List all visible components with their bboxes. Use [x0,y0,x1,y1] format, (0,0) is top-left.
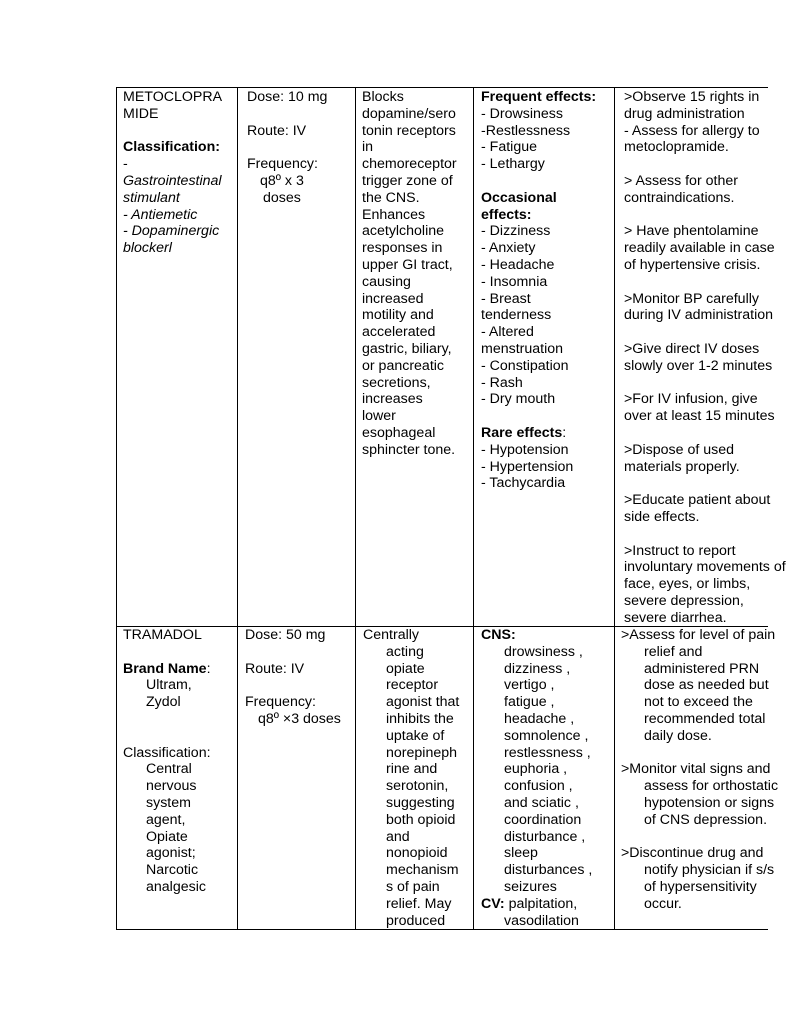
classification-item: system [146,794,191,811]
nursing-line: >Monitor BP carefully [624,290,759,307]
nursing-line: severe depression, [624,592,744,609]
nursing-line: materials properly. [624,458,740,475]
side-effect: vasodilation [504,912,579,929]
mechanism-line: produced [386,912,446,929]
classification-item: Central [146,761,192,778]
frequency: q8º x 3 [260,172,304,189]
side-effect: - Breast [481,290,531,307]
classification-item: Narcotic [146,862,199,879]
mechanism-line: nonopioid [386,845,448,862]
nursing-line: of hypertensive crisis. [624,256,761,273]
nursing-cell [621,627,778,913]
classification-item: - Antiemetic [123,206,198,223]
mechanism-line: receptor [386,677,439,694]
nursing-line: drug administration [624,105,745,122]
side-effect: - Headache [481,256,555,273]
nursing-line: face, eyes, or limbs, [624,576,751,593]
mechanism-line: mechanism [386,862,459,879]
mechanism-line: uptake of [386,727,445,744]
side-effect: - Hypertension [481,458,574,475]
frequency-label: Frequency: [245,694,316,711]
nursing-line: dose as needed but [644,677,769,694]
classification-item: blockerl [123,240,172,257]
nursing-line: readily available in case [624,240,775,257]
nursing-line: of CNS depression. [644,811,768,828]
nursing-line: >Monitor vital signs and [621,761,771,778]
nursing-line [624,207,786,224]
dose: Dose: 50 mg [245,627,326,643]
nursing-line: assess for orthostatic [644,778,779,795]
side-effect: - Insomnia [481,273,548,290]
classification-item: Opiate [146,828,188,845]
nursing-line: >Observe 15 rights in [624,89,760,105]
mechanism-line: increases [362,391,423,408]
side-effect: dizziness , [504,660,571,677]
mechanism-line: gastric, biliary, [362,340,452,357]
mechanism-line: rine and [386,761,438,778]
side-effect: - Lethargy [481,156,545,173]
brand-name: Zydol [146,694,181,711]
frequency: doses [263,189,301,206]
mechanism-line: serotonin, [386,778,449,795]
classification-label: Classification: [123,744,211,761]
side-effect: - Rash [481,374,523,391]
side-effect: - Dizziness [481,223,551,240]
nursing-line [624,425,786,442]
side-effects-cell [481,627,592,929]
mechanism-line: causing [362,273,411,290]
mechanism-cell [363,627,459,929]
classification-item: - [123,156,128,173]
classification-item: nervous [146,778,197,795]
nursing-line: severe diarrhea. [624,609,727,626]
nursing-line: administered PRN [644,660,760,677]
side-effect: confusion , [504,778,573,795]
nursing-line: metoclopramide. [624,139,729,156]
classification-item: agent, [146,811,186,828]
side-effect: vertigo , [504,677,555,694]
mechanism-line: lower [362,408,396,425]
mechanism-line: both opioid [386,811,456,828]
occasional-effects-label: effects: [481,206,532,223]
nursing-line: not to exceed the [644,694,753,711]
nursing-line: >For IV infusion, give [624,391,758,408]
brand-name-colon: : [206,660,211,677]
nursing-line: > Have phentolamine [624,223,759,240]
route: Route: IV [247,122,307,139]
column-border [116,87,117,930]
side-effect: restlessness , [504,744,591,761]
mechanism-line: dopamine/sero [362,105,456,122]
mechanism-cell [362,89,457,459]
nursing-line: >Give direct IV doses [624,340,760,357]
classification-item: - Dopaminergic [123,223,220,240]
mechanism-line: sphincter tone. [362,441,456,458]
classification-item: analgesic [146,878,206,895]
nursing-line: >Discontinue drug and [621,845,764,862]
nursing-line: recommended total [644,710,766,727]
side-effect: seizures [504,878,557,895]
nursing-line: during IV administration [624,307,774,324]
frequency-label: Frequency: [247,156,318,173]
drug-name: MIDE [123,105,159,122]
mechanism-line: accelerated [362,324,436,341]
mechanism-line: norepineph [386,744,457,761]
mechanism-line: or pancreatic [362,357,445,374]
mechanism-line: and [386,828,410,845]
side-effect: euphoria , [504,761,568,778]
nursing-line: involuntary movements of [624,559,786,576]
nursing-line: hypotension or signs [644,794,775,811]
nursing-line: >Educate patient about [624,492,771,509]
side-effect: fatigue , [504,694,555,711]
mechanism-line: agonist that [386,694,460,711]
side-effect: - Constipation [481,357,569,374]
mechanism-line: secretions, [362,374,431,391]
rare-effects-colon: : [562,424,567,441]
cns-effects-label: CNS: [481,627,516,643]
side-effect: - Fatigue [481,139,537,156]
side-effect: palpitation, [504,895,578,912]
nursing-line: notify physician if s/s [644,862,775,879]
nursing-line: side effects. [624,508,700,525]
side-effect: - Altered [481,324,534,341]
side-effect: menstruation [481,340,564,357]
mechanism-line: Enhances [362,206,426,223]
dosage-cell [245,627,341,728]
nursing-line: occur. [644,895,682,912]
dose: Dose: 10 mg [247,89,328,105]
side-effect: sleep [504,845,538,862]
side-effect: somnolence , [504,727,589,744]
dosage-cell [247,89,327,207]
nursing-line: of hypersensitivity [644,878,757,895]
nursing-line: over at least 15 minutes [624,408,775,425]
mechanism-line: relief. May [386,895,452,912]
mechanism-line: esophageal [362,424,436,441]
column-border [614,87,615,930]
nursing-line: daily dose. [644,727,712,744]
nursing-line [624,375,786,392]
mechanism-line: acetylcholine [362,223,445,240]
mechanism-line: opiate [386,660,425,677]
brand-name-label: Brand Name [123,660,207,677]
side-effect: - Dry mouth [481,391,556,408]
mechanism-line: chemoreceptor [362,156,457,173]
column-border [237,87,238,930]
side-effect: drowsiness , [504,643,583,660]
classification-item: agonist; [146,845,196,862]
mechanism-line: in [362,139,374,156]
side-effect: -Restlessness [481,122,571,139]
column-border [355,87,356,930]
side-effect: - Drowsiness [481,105,563,122]
rare-effects-label: Rare effects [481,424,563,441]
cv-effects-label: CV: [481,895,505,912]
nursing-line [624,475,786,492]
mechanism-line: suggesting [386,794,455,811]
side-effect: - Tachycardia [481,475,566,492]
nursing-line: slowly over 1-2 minutes [624,357,773,374]
frequent-effects-label: Frequent effects: [481,89,597,105]
mechanism-line: the CNS. [362,189,420,206]
nursing-line [624,324,786,341]
side-effect: tenderness [481,307,552,324]
mechanism-line: Centrally [363,627,419,643]
nursing-line [624,526,786,543]
side-effect: headache , [504,710,575,727]
nursing-line: relief and [644,643,703,660]
side-effect: - Anxiety [481,240,536,257]
drug-name-cell [123,627,211,896]
nursing-line: > Assess for other [624,172,738,189]
brand-name: Ultram, [146,677,192,694]
classification-label: Classification: [123,139,220,156]
drug-name: METOCLOPRA [123,89,223,105]
mechanism-line: tonin receptors [362,122,456,139]
side-effect: and sciatic , [504,794,579,811]
nursing-line: - Assess for allergy to [624,122,760,139]
frequency: q8º ×3 doses [258,710,341,727]
classification-item: Gastrointestinal [123,172,222,189]
mechanism-line: responses in [362,240,443,257]
classification-item: stimulant [123,189,180,206]
nursing-cell [624,89,786,627]
occasional-effects-label: Occasional [481,189,557,206]
mechanism-line: motility and [362,307,434,324]
route: Route: IV [245,660,305,677]
table-top-border [116,87,768,88]
nursing-line [624,274,786,291]
nursing-line: >Assess for level of pain [621,627,776,643]
mechanism-line: increased [362,290,424,307]
side-effect: disturbances , [504,862,593,879]
mechanism-line: inhibits the [386,710,454,727]
side-effect: - Hypotension [481,441,569,458]
side-effect: disturbance , [504,828,586,845]
nursing-line: contraindications. [624,189,735,206]
nursing-line: >Dispose of used [624,441,735,458]
mechanism-line: s of pain [386,878,440,895]
mechanism-line: acting [386,643,424,660]
mechanism-line: Blocks [362,89,404,105]
side-effects-cell [481,89,596,492]
column-border [473,87,474,930]
drug-name-cell [123,89,222,257]
nursing-line: >Instruct to report [624,542,736,559]
drug-name: TRAMADOL [123,627,202,643]
mechanism-line: trigger zone of [362,172,453,189]
nursing-line [624,156,786,173]
side-effect: coordination [504,811,582,828]
mechanism-line: upper GI tract, [362,256,453,273]
